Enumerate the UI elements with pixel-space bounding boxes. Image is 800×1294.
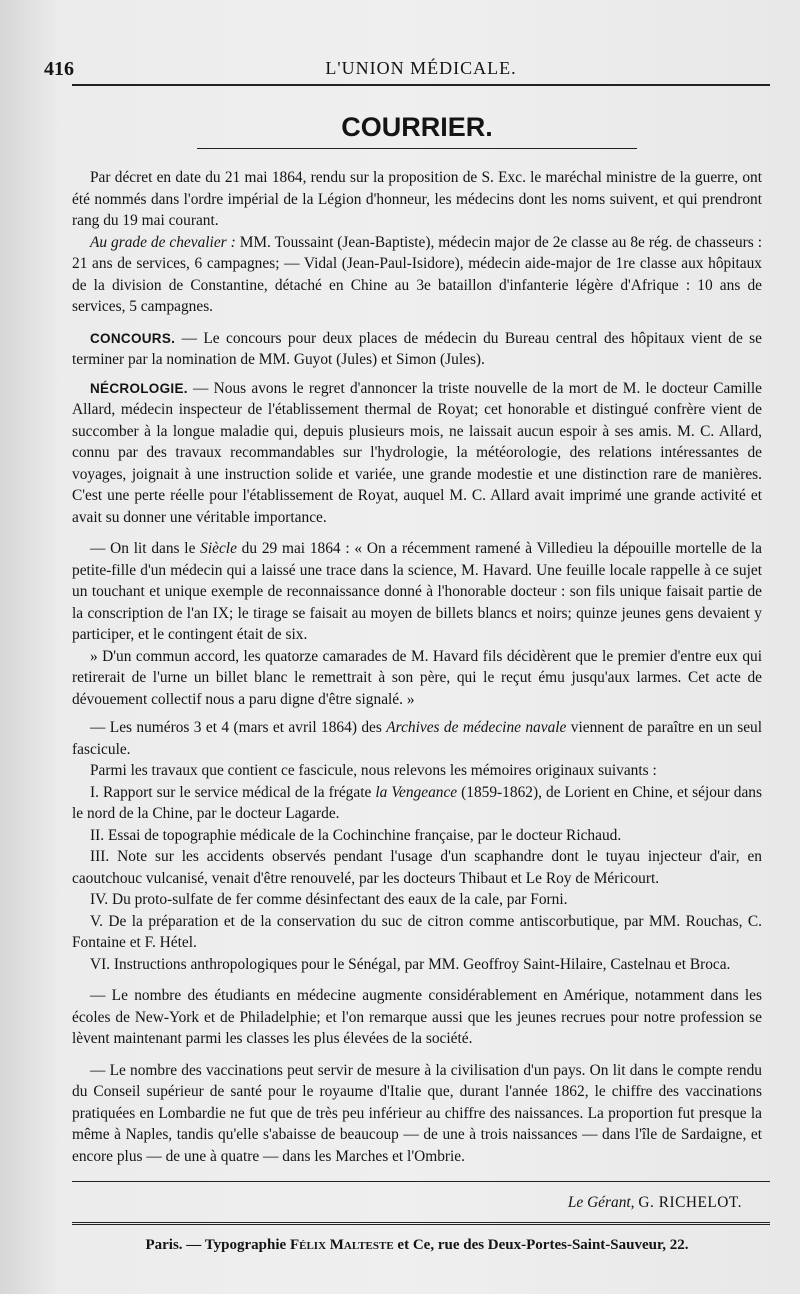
item1-ship: la Vengeance	[375, 783, 458, 801]
list-item: III. Note sur les accidents observés pendant l'usage d'un scaphandre dont le tuyau injecteur d'air, en caoutchouc vulcanisé, venait d'être renouvelé, par les docteurs Thibaut et Le Roy de Méricourt.	[72, 848, 762, 887]
section-title: COURRIER.	[341, 112, 493, 142]
list-item: IV. Du proto-sulfate de fer comme désinfectant des eaux de la cale, par Forni.	[90, 891, 568, 908]
page-header	[44, 44, 770, 86]
item1-text-b: (1859-1862), de Lorient en Chine, et séjour dans le nord de la Chine, par le docteur Lagarde.	[72, 783, 762, 822]
imprint	[72, 1237, 762, 1254]
paragraph-havard: » D'un commun accord, les quatorze camarades de M. Havard fils décidèrent que le premier d'entre eux qui retirerait de l'urne un billet blanc le remettrait à son père, qui le reçut ému jusqu'aux larmes. Cet acte de dévouement collectif nous a paru digne d'être signalé. »	[72, 647, 762, 708]
archives-text-a: — Les numéros 3 et 4 (mars et avril 1864) des	[90, 719, 387, 736]
list-item: V. De la préparation et de la conservation du suc de citron comme antiscorbutique, par MM. Rouchas, C. Fontaine et F. Hétel.	[72, 912, 762, 951]
signature-role: Le Gérant,	[567, 1194, 635, 1211]
signature	[72, 1194, 762, 1212]
end-rule	[72, 1181, 770, 1182]
concours-label: CONCOURS.	[90, 330, 176, 346]
list-item: II. Essai de topographie médicale de la Cochinchine française, par le docteur Richaud.	[90, 826, 622, 844]
imprint-printer: Félix Malteste	[289, 1237, 394, 1253]
paragraph-siecle	[72, 538, 762, 646]
paragraph-decree: Par décret en date du 21 mai 1864, rendu sur la proposition de S. Exc. le maréchal ministre de la guerre, ont été nommés dans l'ordre impérial de la Légion d'honneur, les médecins dont les noms suivent, et qui prendront rang du 19 mai courant.	[72, 169, 762, 229]
item1-text-a: I. Rapport sur le service médical de la frégate	[90, 783, 376, 801]
paragraph-necrologie	[72, 378, 762, 529]
paragraph-chevalier	[72, 232, 762, 318]
siecle-text-b: du 29 mai 1864 : « On a récemment ramené à Villedieu la dépouille mortelle de la petite-fille d'un médecin qui a laissé une trace dans la science, M. Havard. Une feuille locale rappelle à ce sujet un touchant et unique exemple de reconnaissance donné à l'honorable docteur : son fils unique faisait partie de la conscription de l'an IX; le tirage se faisait au moyen de billets blancs et noirs; quinze jeunes gens devaient y participer, et le contingent était de six.	[72, 540, 762, 643]
list-item: VI. Instructions anthropologiques pour le Sénégal, par MM. Geoffroy Saint-Hilaire, Castelnau et Broca.	[90, 955, 731, 973]
page-number: 416	[44, 58, 74, 80]
article-body	[72, 167, 762, 1167]
concours-text: — Le concours pour deux places de médecin du Bureau central des hôpitaux vient de se terminer par la nomination de MM. Guyot (Jules) et Simon (Jules).	[72, 329, 762, 368]
necrologie-text: — Nous avons le regret d'annoncer la triste nouvelle de la mort de M. le docteur Camille Allard, médecin inspecteur de l'établissement thermal de Royat; cet honorable et distingué confrère vient de succomber à la longue maladie qui, depuis plusieurs mois, ne laissait aucun espoir à ses amis. M. C. Allard, connu par des travaux recommandables sur l'hydrologie, la météorologie, des relations intéressantes de voyages, joignait à une instruction solide et variée, une grande modestie et une distinction rare de manières. C'est une perte réelle pour l'établissement de Royat, auquel M. C. Allard avait imprimé une grande activité et avait su donner une véritable importance.	[72, 379, 762, 526]
paragraph-archives	[72, 717, 762, 760]
necrologie-label: NÉCROLOGIE.	[90, 380, 188, 396]
chevalier-label: Au grade de chevalier :	[90, 233, 236, 251]
footer-rule	[72, 1222, 770, 1227]
imprint-suffix: et Ce, rue des Deux-Portes-Saint-Sauveur, 22.	[393, 1237, 689, 1253]
signature-name: G. RICHELOT.	[638, 1194, 742, 1211]
title-rule	[197, 148, 637, 149]
siecle-text-a: — On lit dans le	[90, 540, 201, 557]
paragraph-etudiants: — Le nombre des étudiants en médecine augmente considérablement en Amérique, notamment dans les écoles de New-York et de Philadelphie; et l'on remarque aussi que les jeunes recrues pour notre profession se lèvent maintenant parmi les classes les plus élevées de la société.	[72, 987, 762, 1047]
siecle-title: Siècle	[200, 540, 237, 557]
list-item	[72, 782, 762, 825]
archives-text-b: viennent de paraître en un seul fascicule.	[72, 719, 762, 758]
chevalier-text: MM. Toussaint (Jean-Baptiste), médecin major de 2e classe au 8e rég. de chasseurs : 21 ans de services, 6 campagnes; — Vidal (Jean-Paul-Isidore), médecin aide-major de 1re classe aux hôpitaux de la division de Constantine, détaché en Chine au 3e bataillon d'infanterie légère d'Afrique : 10 ans de services, 5 campagnes.	[72, 233, 762, 315]
paragraph-concours	[72, 328, 762, 371]
imprint-prefix: Paris. — Typographie	[145, 1237, 290, 1253]
paragraph-fascicule: Parmi les travaux que contient ce fascicule, nous relevons les mémoires originaux suivants :	[90, 762, 657, 779]
running-title: L'UNION MÉDICALE.	[325, 58, 517, 78]
archives-title: Archives de médecine navale	[386, 719, 567, 736]
paragraph-vaccinations: — Le nombre des vaccinations peut servir de mesure à la civilisation d'un pays. On lit dans le compte rendu du Conseil supérieur de santé pour le royaume d'Italie que, durant l'année 1862, le chiffre des vaccinations pratiquées en Lombardie ne fut que de très peu inférieur au chiffre des naissances. La proportion fut presque la même à Naples, tandis qu'elle s'abaisse de beaucoup — de une à trois naissances — dans l'île de Sardaigne, et encore plus — de une à quatre — dans les Marches et l'Ombrie.	[72, 1061, 762, 1165]
